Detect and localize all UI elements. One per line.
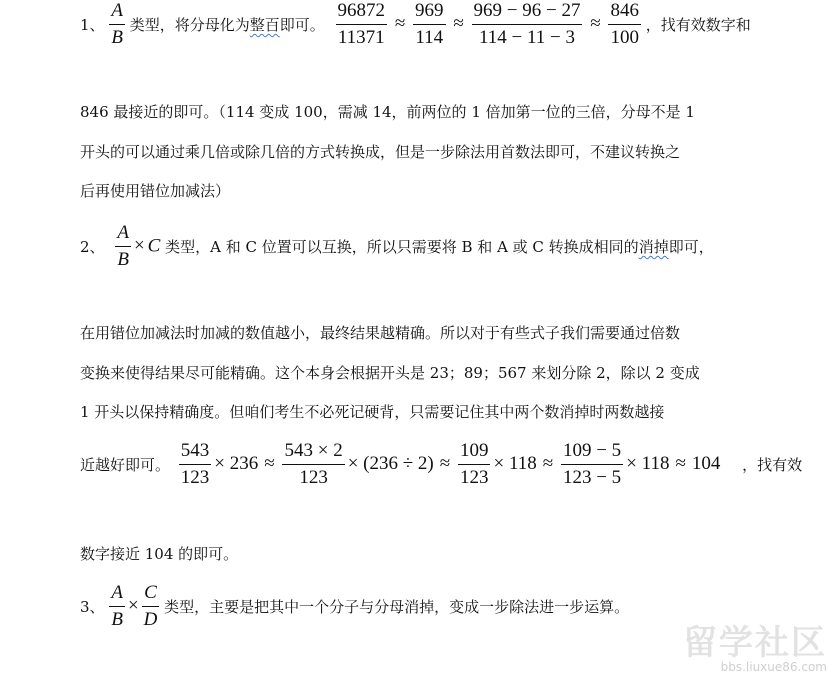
item3-fraction-1: $\frac{A}{B}$ xyxy=(111,582,123,630)
item1-line-3: 开头的可以通过乘几倍或除几倍的方式转换成，但是一步除法用首数法即可，不建议转换之 xyxy=(80,143,681,161)
item1-fraction-4: $\frac{846}{100}$ xyxy=(610,0,639,48)
item2-result: 104 xyxy=(691,453,721,475)
item1-fraction-3: $\frac{969 - 96 - 27}{114 - 11 - 3}$ xyxy=(473,0,581,48)
watermark-url: bbs.liuxue86.com xyxy=(720,660,827,674)
item2-line-2: 在用错位加减法时加减的数值越小，最终结果越精确。所以对于有些式子我们需要通过倍数 xyxy=(80,324,681,342)
item2-fraction-1: $\frac{543}{123}$ xyxy=(180,440,210,488)
item1-tail: ，找有效数字和 xyxy=(645,15,751,34)
item2-line-3: 变换来使得结果尽可能精确。这个本身会根据开头是 23；89；567 来划分除 2，除以 2 变成 xyxy=(80,364,700,382)
item2-fraction-3: $\frac{109}{123}$ xyxy=(459,440,489,488)
item2-underlined-term: 消掉 xyxy=(638,237,669,256)
item2-line-4: 1 开头以保持精确度。但咱们考生不必死记硬背，只需要记住其中两个数消掉时两数越接 xyxy=(80,403,665,421)
item2-type-fraction: $\frac{A}{B}$ xyxy=(117,222,129,270)
item1-type-fraction: $\frac{A}{B}$ xyxy=(111,0,123,48)
item1-fraction-1: $\frac{96872}{11371}$ xyxy=(337,0,386,48)
watermark-logo: 留学社区 xyxy=(683,623,827,663)
item2-fraction-4: $\frac{109 - 5}{123 - 5}$ xyxy=(562,440,622,488)
item1-line-4: 后再使用错位加减法） xyxy=(80,182,231,200)
item2-lead-text: 近越好即可。 xyxy=(80,455,171,474)
item2-line-6: 数字接近 104 的即可。 xyxy=(80,545,239,563)
item2-number: 2、 xyxy=(80,237,105,256)
item1-underlined-term: 整百 xyxy=(249,15,280,34)
item1-formula-line: 1、 $\frac{A}{B}$ 类型，将分母化为整百即可。 $\frac{96872}{11371}$ ≈ $\frac{969}{114}$ ≈ $\frac{969 - 96 - 27}{114 - 11 - 3}$ ≈ $\frac{846}{100}$ ，找有效数字和 xyxy=(80,0,751,48)
item1-number: 1、 xyxy=(80,15,105,34)
item3-formula-line: 3、 $\frac{A}{B}$ × $\frac{C}{D}$ 类型，主要是把其中一个分子与分母消掉，变成一步除法进一步运算。 xyxy=(80,582,630,630)
item1-line-2: 846 最接近的即可。（114 变成 100，需减 14，前两位的 1 倍加第一位的三倍，分母不是 1 xyxy=(80,103,695,121)
item2-description: 类型，A 和 C 位置可以互换，所以只需要将 B 和 A 或 C 转换成相同的 xyxy=(165,237,639,256)
item1-fraction-2: $\frac{969}{114}$ xyxy=(415,0,444,48)
item2-formula-line: 2、 $\frac{A}{B}$ × C 类型，A 和 C 位置可以互换，所以只需要将 B 和 A 或 C 转换成相同的消掉即可， xyxy=(80,222,714,270)
item3-description: 类型，主要是把其中一个分子与分母消掉，变成一步除法进一步运算。 xyxy=(164,597,630,616)
item2-fraction-2: $\frac{543 \times 2}{123}$ xyxy=(284,440,343,488)
item2-example-equation: 近越好即可。 $\frac{543}{123}$ × 236 ≈ $\frac{543 \times 2}{123}$ × (236 ÷ 2) ≈ $\frac{109}{123}$ × 118 ≈ $\frac{109 - 5}{123 - 5}$ × 118 ≈ 104 ，找有效 xyxy=(80,440,803,488)
watermark xyxy=(683,615,827,674)
item2-tail: ，找有效 xyxy=(742,455,803,474)
item3-number: 3、 xyxy=(80,597,105,616)
item3-fraction-2: $\frac{C}{D}$ xyxy=(143,582,158,630)
item1-description: 类型，将分母化为 xyxy=(129,15,250,34)
